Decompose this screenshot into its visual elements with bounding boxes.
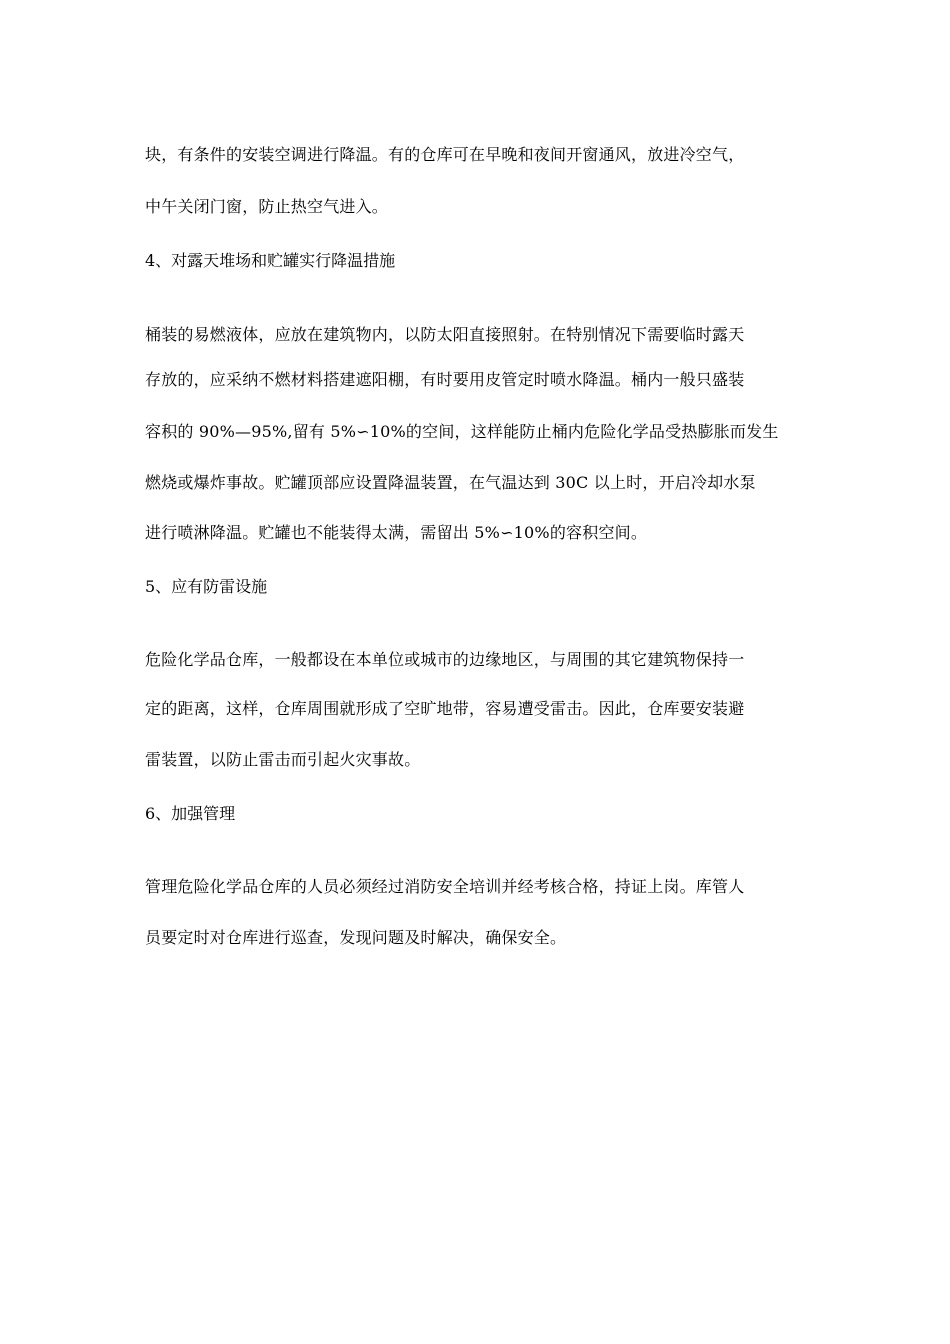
section-heading-4: 4、对露天堆场和贮罐实行降温措施 <box>145 251 396 270</box>
paragraph-line: 桶装的易燃液体，应放在建筑物内，以防太阳直接照射。在特别情况下需要临时露天 <box>145 325 745 344</box>
paragraph-line: 管理危险化学品仓库的人员必须经过消防安全培训并经考核合格，持证上岗。库管人 <box>145 877 745 896</box>
paragraph-line: 雷装置，以防止雷击而引起火灾事故。 <box>145 750 421 769</box>
paragraph-line: 定的距离，这样，仓库周围就形成了空旷地带，容易遭受雷击。因此，仓库要安装避 <box>145 699 745 718</box>
paragraph-line: 容积的 90%—95%,留有 5%∽10%的空间，这样能防止桶内危险化学品受热膨胀而发生 <box>145 422 779 441</box>
paragraph-line: 员要定时对仓库进行巡查，发现问题及时解决，确保安全。 <box>145 928 567 947</box>
paragraph-line: 进行喷淋降温。贮罐也不能装得太满，需留出 5%∽10%的容积空间。 <box>145 523 648 542</box>
paragraph-line: 块，有条件的安装空调进行降温。有的仓库可在早晚和夜间开窗通风，放进冷空气， <box>145 145 745 164</box>
section-heading-5: 5、应有防雷设施 <box>145 577 268 596</box>
paragraph-line: 中午关闭门窗，防止热空气进入。 <box>145 197 389 216</box>
paragraph-line: 存放的，应采纳不燃材料搭建遮阳棚，有时要用皮管定时喷水降温。桶内一般只盛装 <box>145 370 745 389</box>
paragraph-line: 燃烧或爆炸事故。贮罐顶部应设置降温装置，在气温达到 30C 以上时，开启冷却水泵 <box>145 473 756 492</box>
section-heading-6: 6、加强管理 <box>145 804 236 823</box>
paragraph-line: 危险化学品仓库，一般都设在本单位或城市的边缘地区，与周围的其它建筑物保持一 <box>145 650 745 669</box>
